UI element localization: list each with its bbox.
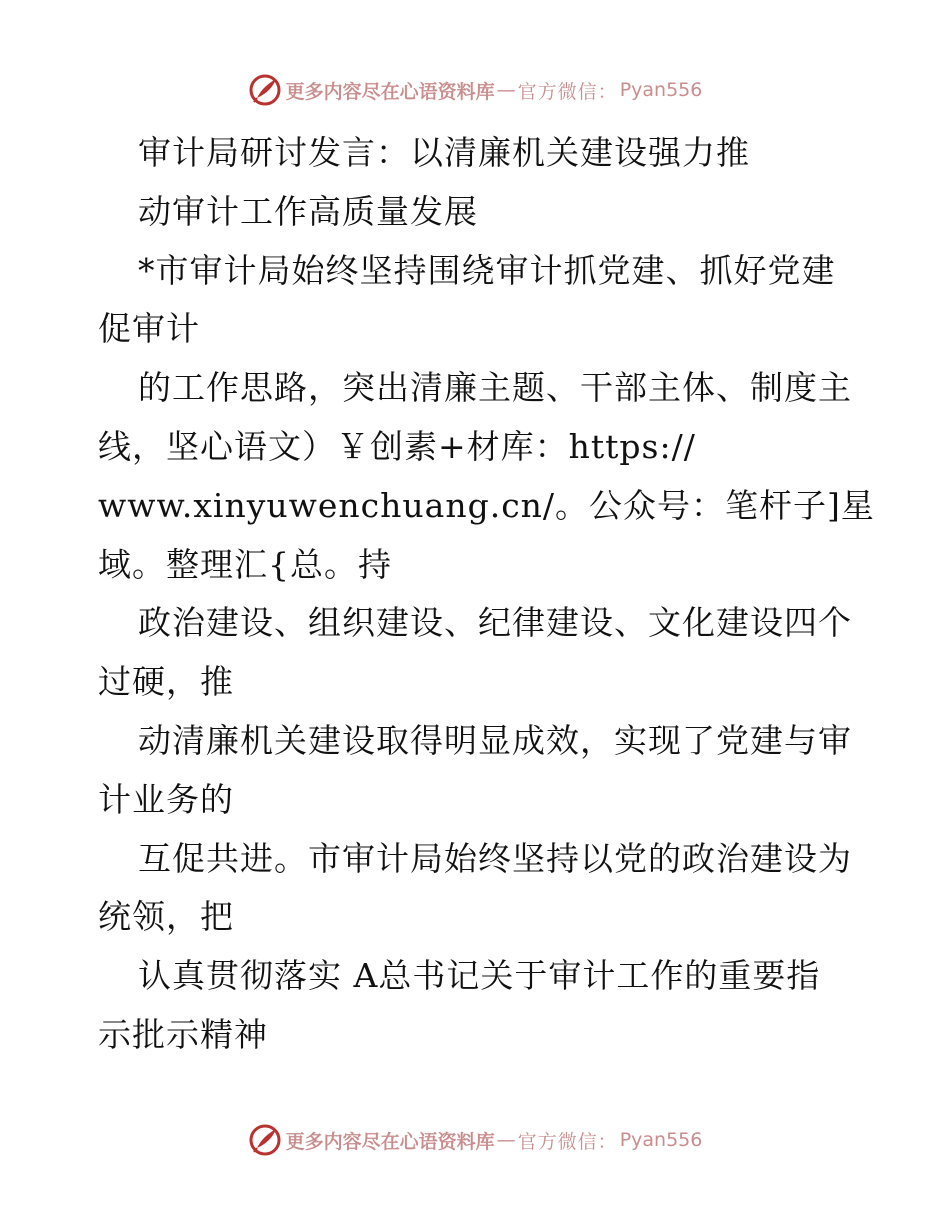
paragraph-line: 过硬，推 xyxy=(98,662,234,702)
header-banner xyxy=(0,70,950,110)
paragraph-line: 促审计 xyxy=(98,309,200,349)
paragraph-line: 统领，把 xyxy=(98,897,234,937)
paragraph-line: 域。整理汇{总。持 xyxy=(98,544,392,584)
paragraph-line-url: www.xinyuwenchuang.cn/。公众号：笔杆子]星 xyxy=(98,485,875,525)
paragraph-line: *市审计局始终坚持围绕审计抓党建、抓好党建 xyxy=(138,250,836,290)
banner-dash: — xyxy=(496,79,516,101)
paragraph-line: 线，坚心语文）￥创素+材库：https:// xyxy=(98,426,696,466)
paragraph-line: 认真贯彻落实 A总书记关于审计工作的重要指 xyxy=(138,956,821,996)
title-line-1: 审计局研讨发言：以清廉机关建设强力推 xyxy=(138,133,750,172)
banner-site-text: 更多内容尽在心语资料库 xyxy=(285,80,495,103)
banner-wechat-label: 官方微信： xyxy=(517,1130,618,1153)
paragraph-line: 政治建设、组织建设、纪律建设、文化建设四个 xyxy=(138,603,852,643)
banner-wechat-label: 官方微信： xyxy=(517,80,618,103)
paragraph-line: 动清廉机关建设取得明显成效，实现了党建与审 xyxy=(138,720,852,760)
footer-banner xyxy=(0,1120,950,1160)
paragraph-line: 互促共进。市审计局始终坚持以党的政治建设为 xyxy=(138,838,852,878)
paragraph-line: 计业务的 xyxy=(98,779,234,819)
banner-wechat-id: Pyan556 xyxy=(619,79,703,101)
quill-pen-logo-icon xyxy=(248,73,282,107)
banner-dash: — xyxy=(496,1129,516,1151)
document-body xyxy=(98,124,875,1065)
title-line-2: 动审计工作高质量发展 xyxy=(138,191,478,231)
banner-wechat-id: Pyan556 xyxy=(619,1129,703,1151)
paragraph-line: 示批示精神 xyxy=(98,1014,268,1054)
paragraph-line: 的工作思路，突出清廉主题、干部主体、制度主 xyxy=(138,368,852,408)
quill-pen-logo-icon xyxy=(248,1123,282,1157)
banner-site-text: 更多内容尽在心语资料库 xyxy=(285,1130,495,1153)
